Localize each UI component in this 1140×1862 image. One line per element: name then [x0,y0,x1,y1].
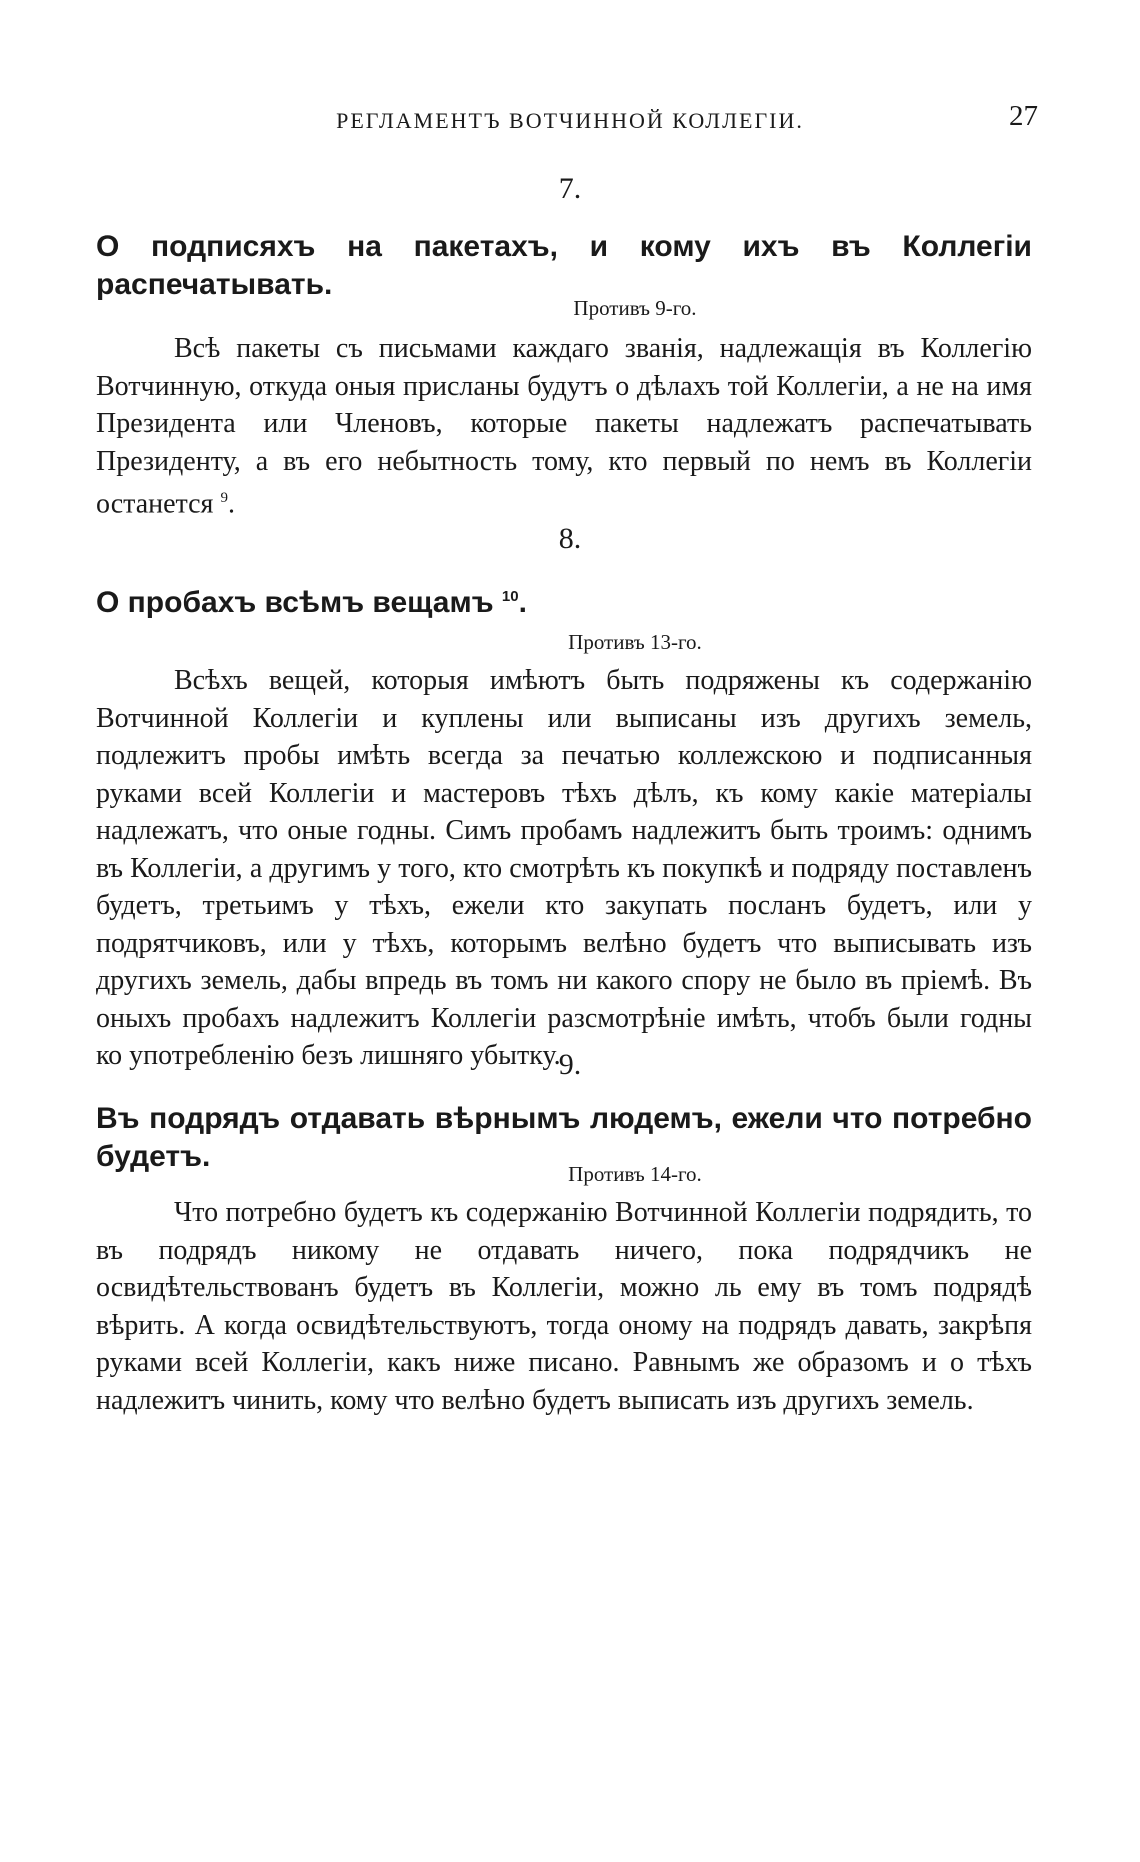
running-header [0,100,1140,140]
section-8-title [96,578,1032,622]
section-9-paragraph: Что потребно будетъ къ содержанію Вотчинной Коллегіи подрядить, то въ подрядъ никому не отдавать ничего, пока подрядчикъ не освидѣтельствованъ будетъ въ Коллегіи, можно ль ему въ томъ подрядѣ вѣрить. А когда освидѣтельствуютъ, тогда оному на подрядъ давать, закрѣпя руками всей Коллегіи, какъ ниже писано. Равнымъ же образомъ и о тѣхъ надлежитъ чинить, кому что велѣно будетъ выписать изъ другихъ земель. [96,1197,1032,1416]
footnote-marker-10: 10 [501,588,519,605]
section-7-number: 7. [558,172,582,205]
section-7-reference: Противъ 9-го. [573,296,697,320]
section-7-end: . [227,488,235,520]
section-9-title: Въ подрядъ отдавать вѣрнымъ людемъ, ежели что потребно будетъ. [96,1102,1032,1173]
section-7-text: Всѣ пакеты съ письмами каждаго званія, надлежащія въ Коллегію Вотчинную, откуда оныя присланы будутъ о дѣлахъ той Коллегіи, а не на имя Президента или Членовъ, которые пакеты надлежатъ распечатывать Президенту, а въ его небытность тому, кто первый по немъ въ Коллегіи останется [96,333,1032,520]
section-8-paragraph: Всѣхъ вещей, которыя имѣютъ быть подряжены къ содержанію Вотчинной Коллегіи и куплены или выписаны изъ другихъ земель, подлежитъ пробы имѣть всегда за печатью коллежскою и подписанныя руками всей Коллегіи и мастеровъ тѣхъ дѣлъ, къ кому какіе матеріалы надлежатъ, что оные годны. Симъ пробамъ надлежитъ быть троимъ: однимъ въ Коллегіи, а другимъ у того, кто смотрѣть къ покупкѣ и подряду поставленъ будетъ, третьимъ у тѣхъ, ежели кто закупать посланъ будетъ, или у подрятчиковъ, или у тѣхъ, которымъ велѣно будетъ что выписывать изъ другихъ земель, дабы впредь въ томъ ни какого спору не было въ пріемѣ. Въ оныхъ пробахъ надлежитъ Коллегіи разсмотрѣніе имѣть, чтобъ были годны ко употребленію безъ лишняго убытку. [96,665,1032,1071]
section-8-title-end: . [518,586,527,619]
section-8-title-text: О пробахъ всѣмъ вещамъ [96,586,494,619]
running-title: РЕГЛАМЕНТЪ ВОТЧИННОЙ КОЛЛЕГІИ. [336,108,804,133]
section-8-reference: Противъ 13-го. [568,630,702,654]
footnote-marker-9: 9 [220,490,228,506]
section-8-number: 8. [558,522,582,555]
section-9-number: 9. [558,1048,582,1081]
section-9-reference: Противъ 14-го. [568,1162,702,1186]
page-number: 27 [1009,100,1038,132]
section-7-title: О подписяхъ на пакетахъ, и кому ихъ въ Коллегіи распечатывать. [96,230,1032,301]
section-7-paragraph [96,330,1032,523]
